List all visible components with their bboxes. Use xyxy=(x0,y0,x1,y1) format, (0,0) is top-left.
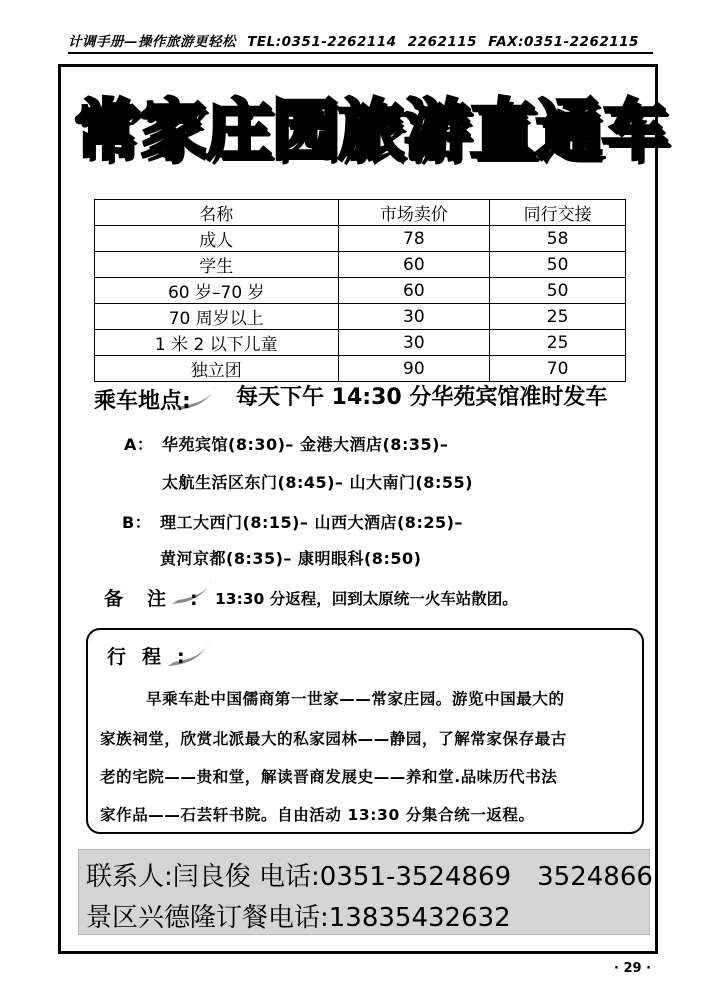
note-label: 备注: xyxy=(104,588,222,610)
itinerary-line: 早乘车赴中国儒商第一世家——常家庄园。游览中国最大的 xyxy=(146,690,565,708)
page-title xyxy=(74,76,668,186)
table-row xyxy=(95,356,626,382)
title-char: 家 xyxy=(140,92,206,169)
header-tel2: 2262115 xyxy=(407,34,478,50)
itinerary-label: 行程: xyxy=(107,646,201,668)
title-char: 通 xyxy=(536,92,602,169)
note-text: 13:30 分返程，回到太原统一火车站散团。 xyxy=(215,590,518,608)
title-char: 旅 xyxy=(338,92,404,169)
table-cell: 1 米 2 以下儿童 xyxy=(95,330,339,356)
table-cell: 25 xyxy=(490,304,626,330)
table-cell: 成人 xyxy=(95,226,339,252)
title-char: 直 xyxy=(470,92,536,169)
table-header-row xyxy=(95,200,626,226)
table-cell: 60 xyxy=(338,252,490,278)
table-cell: 70 周岁以上 xyxy=(95,304,339,330)
route-a-label: A： xyxy=(124,435,154,454)
table-cell: 58 xyxy=(490,226,626,252)
table-cell: 25 xyxy=(490,330,626,356)
page-header xyxy=(68,30,653,54)
table-row xyxy=(95,278,626,304)
table-row xyxy=(95,252,626,278)
table-cell: 78 xyxy=(338,226,490,252)
header-fax: FAX:0351-2262115 xyxy=(488,34,639,50)
table-cell: 60 岁–70 岁 xyxy=(95,278,339,304)
table-cell: 学生 xyxy=(95,252,339,278)
table-cell: 50 xyxy=(490,278,626,304)
title-char: 车 xyxy=(602,92,668,169)
table-cell: 30 xyxy=(338,304,490,330)
table-row xyxy=(95,226,626,252)
contact-line: 联系人:闫良俊 电话:0351-3524869 3524866 xyxy=(86,862,653,892)
title-char: 常 xyxy=(74,92,140,169)
title-char: 园 xyxy=(272,92,338,169)
table-cell: 50 xyxy=(490,252,626,278)
table-cell: 30 xyxy=(338,330,490,356)
column-header: 市场卖价 xyxy=(338,200,490,226)
page-number: · 29 · xyxy=(614,961,652,976)
route-a-line1: 华苑宾馆(8:30)– 金港大酒店(8:35)– xyxy=(162,435,449,454)
departure-time: 每天下午 14:30 分华苑宾馆准时发车 xyxy=(236,385,608,410)
header-slogan: 计调手册—操作旅游更轻松 xyxy=(68,34,236,50)
title-char: 庄 xyxy=(206,92,272,169)
itinerary-line: 老的宅院——贵和堂，解读晋商发展史——养和堂.品味历代书法 xyxy=(100,768,558,786)
route-a-line2: 太航生活区东门(8:45)– 山大南门(8:55) xyxy=(162,473,473,492)
header-tel: TEL:0351-2262114 xyxy=(247,34,397,50)
table-row xyxy=(95,330,626,356)
route-b-line1: 理工大西门(8:15)– 山西大酒店(8:25)– xyxy=(160,513,463,532)
column-header: 名称 xyxy=(95,200,339,226)
itinerary-line: 家作品——石芸轩书院。自由活动 13:30 分集合统一返程。 xyxy=(100,806,535,824)
contact-line: 景区兴德隆订餐电话:13835432632 xyxy=(86,903,511,933)
column-header: 同行交接 xyxy=(490,200,626,226)
price-table xyxy=(94,199,626,382)
table-cell: 90 xyxy=(338,356,490,382)
table-row xyxy=(95,304,626,330)
table-cell: 70 xyxy=(490,356,626,382)
title-char: 游 xyxy=(404,92,470,169)
itinerary-line: 家族祠堂，欣赏北派最大的私家园林——静园，了解常家保存最古 xyxy=(100,730,567,748)
boarding-label: 乘车地点: xyxy=(94,389,191,414)
table-cell: 独立团 xyxy=(95,356,339,382)
route-b-label: B： xyxy=(122,513,152,532)
table-cell: 60 xyxy=(338,278,490,304)
route-b-line2: 黄河京都(8:35)– 康明眼科(8:50) xyxy=(160,549,422,568)
